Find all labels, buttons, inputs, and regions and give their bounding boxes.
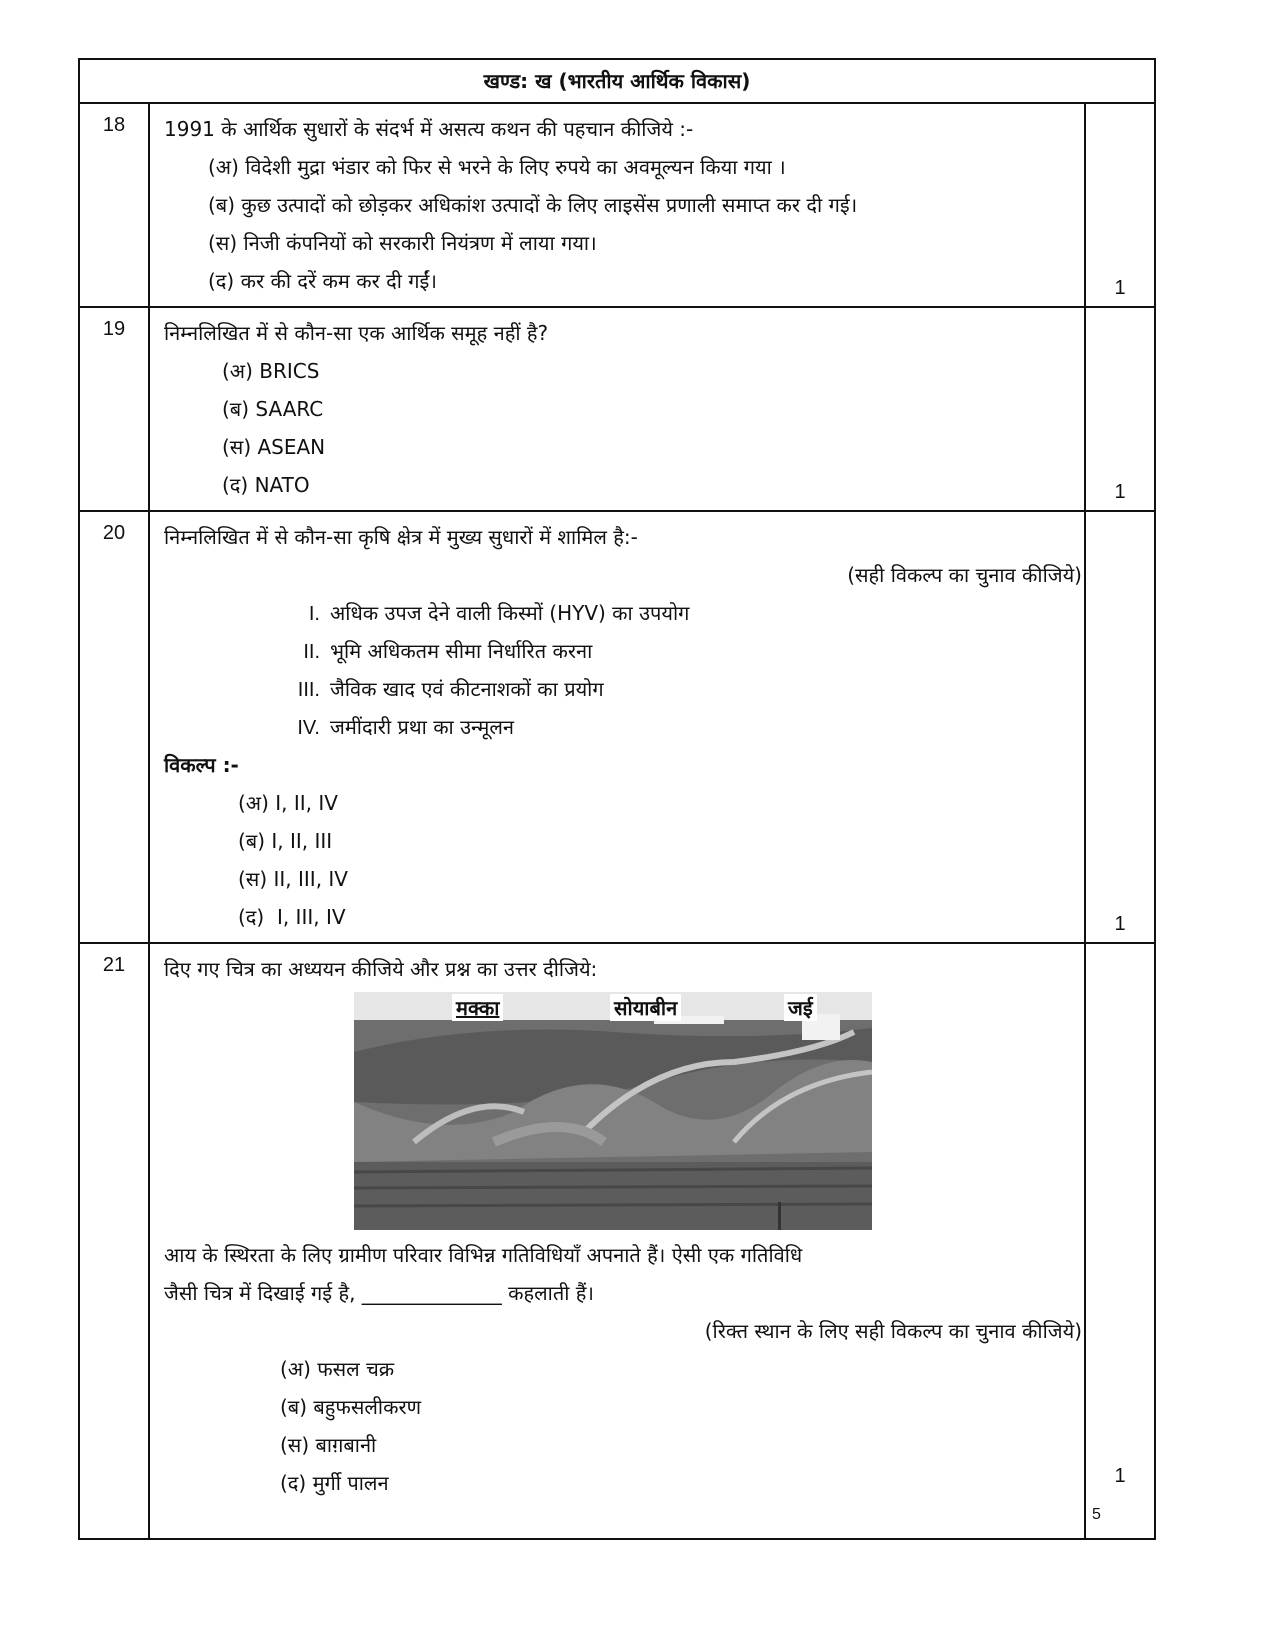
marks-cell: [1085, 943, 1155, 1539]
options-heading: विकल्प :-: [164, 753, 239, 777]
field-illustration: [354, 992, 872, 1230]
option-c: (स) निजी कंपनियों को सरकारी नियंत्रण में लाया गया।: [208, 231, 597, 255]
option-c: (स) बाग़बानी: [280, 1433, 377, 1457]
statement-4: [164, 708, 1082, 746]
option-c: (स) II, III, IV: [238, 867, 348, 891]
section-header-row: [79, 59, 1155, 103]
question-body: [149, 943, 1085, 1539]
option-a: (अ) BRICS: [222, 359, 320, 383]
crop-field-photo: [354, 992, 872, 1230]
image-label-maize: मक्का: [452, 994, 503, 1021]
option-b: (ब) I, II, III: [238, 829, 333, 853]
statement-text: जैविक खाद एवं कीटनाशकों का प्रयोग: [330, 677, 604, 701]
question-body: [149, 103, 1085, 307]
question-number: 18: [79, 103, 149, 307]
statement-numeral: IV.: [297, 717, 320, 739]
marks-value: 1: [1114, 1465, 1126, 1487]
marks-cell: [1085, 511, 1155, 943]
question-row-18: [79, 103, 1155, 307]
question-paper-sheet: [78, 58, 1156, 1540]
option-a: (अ) विदेशी मुद्रा भंडार को फिर से भरने के लिए रुपये का अवमूल्यन किया गया ।: [208, 155, 786, 179]
question-row-21: [79, 943, 1155, 1539]
option-a: (अ) I, II, IV: [238, 791, 338, 815]
question-number: 19: [79, 307, 149, 511]
passage-line-2: जैसी चित्र में दिखाई गई है, ______________ कहलाती हैं।: [164, 1281, 594, 1305]
marks-value: 1: [1114, 481, 1126, 503]
option-b: (ब) बहुफसलीकरण: [280, 1395, 422, 1419]
statement-text: अधिक उपज देने वाली किस्मों (HYV) का उपयोग: [330, 601, 690, 625]
image-label-soybean: सोयाबीन: [610, 994, 681, 1021]
image-label-oats: जई: [784, 994, 817, 1021]
question-stem: दिए गए चित्र का अध्ययन कीजिये और प्रश्न का उत्तर दीजिये:: [164, 957, 598, 981]
question-table: [78, 58, 1156, 1540]
statement-2: [164, 632, 1082, 670]
page-number: 5: [1092, 1506, 1101, 1523]
passage-line-1: आय के स्थिरता के लिए ग्रामीण परिवार विभिन्न गतिविधियाँ अपनाते हैं। ऐसी एक गतिविधि: [164, 1243, 803, 1267]
question-number: 21: [79, 943, 149, 1539]
question-stem: निम्नलिखित में से कौन-सा एक आर्थिक समूह नहीं है?: [164, 321, 549, 345]
question-body: [149, 307, 1085, 511]
instruction: (सही विकल्प का चुनाव कीजिये): [847, 563, 1082, 587]
statement-text: जमींदारी प्रथा का उन्मूलन: [330, 715, 515, 739]
option-c: (स) ASEAN: [222, 435, 326, 459]
marks-cell: [1085, 307, 1155, 511]
question-stem: 1991 के आर्थिक सुधारों के संदर्भ में असत्य कथन की पहचान कीजिये :-: [164, 117, 694, 141]
question-stem: निम्नलिखित में से कौन-सा कृषि क्षेत्र में मुख्य सुधारों में शामिल है:-: [164, 525, 638, 549]
option-d: (द) कर की दरें कम कर दी गईं।: [208, 269, 437, 293]
option-a: (अ) फसल चक्र: [280, 1357, 395, 1381]
option-d: (द) I, III, IV: [238, 905, 346, 929]
section-header: खण्ड: ख (भारतीय आर्थिक विकास): [79, 59, 1155, 103]
statement-numeral: III.: [297, 679, 320, 701]
question-body: [149, 511, 1085, 943]
question-row-20: [79, 511, 1155, 943]
marks-value: 1: [1114, 277, 1126, 299]
statement-text: भूमि अधिकतम सीमा निर्धारित करना: [330, 639, 593, 663]
question-row-19: [79, 307, 1155, 511]
option-b: (ब) SAARC: [222, 397, 324, 421]
statement-1: [164, 594, 1082, 632]
statement-numeral: I.: [308, 603, 320, 625]
instruction: (रिक्त स्थान के लिए सही विकल्प का चुनाव कीजिये): [704, 1319, 1082, 1343]
marks-value: 1: [1114, 913, 1126, 935]
option-b: (ब) कुछ उत्पादों को छोड़कर अधिकांश उत्पादों के लिए लाइसेंस प्रणाली समाप्त कर दी गई।: [208, 193, 858, 217]
statement-3: [164, 670, 1082, 708]
question-number: 20: [79, 511, 149, 943]
option-d: (द) मुर्गी पालन: [280, 1471, 389, 1495]
option-d: (द) NATO: [222, 473, 310, 497]
statement-numeral: II.: [303, 641, 320, 663]
marks-cell: [1085, 103, 1155, 307]
